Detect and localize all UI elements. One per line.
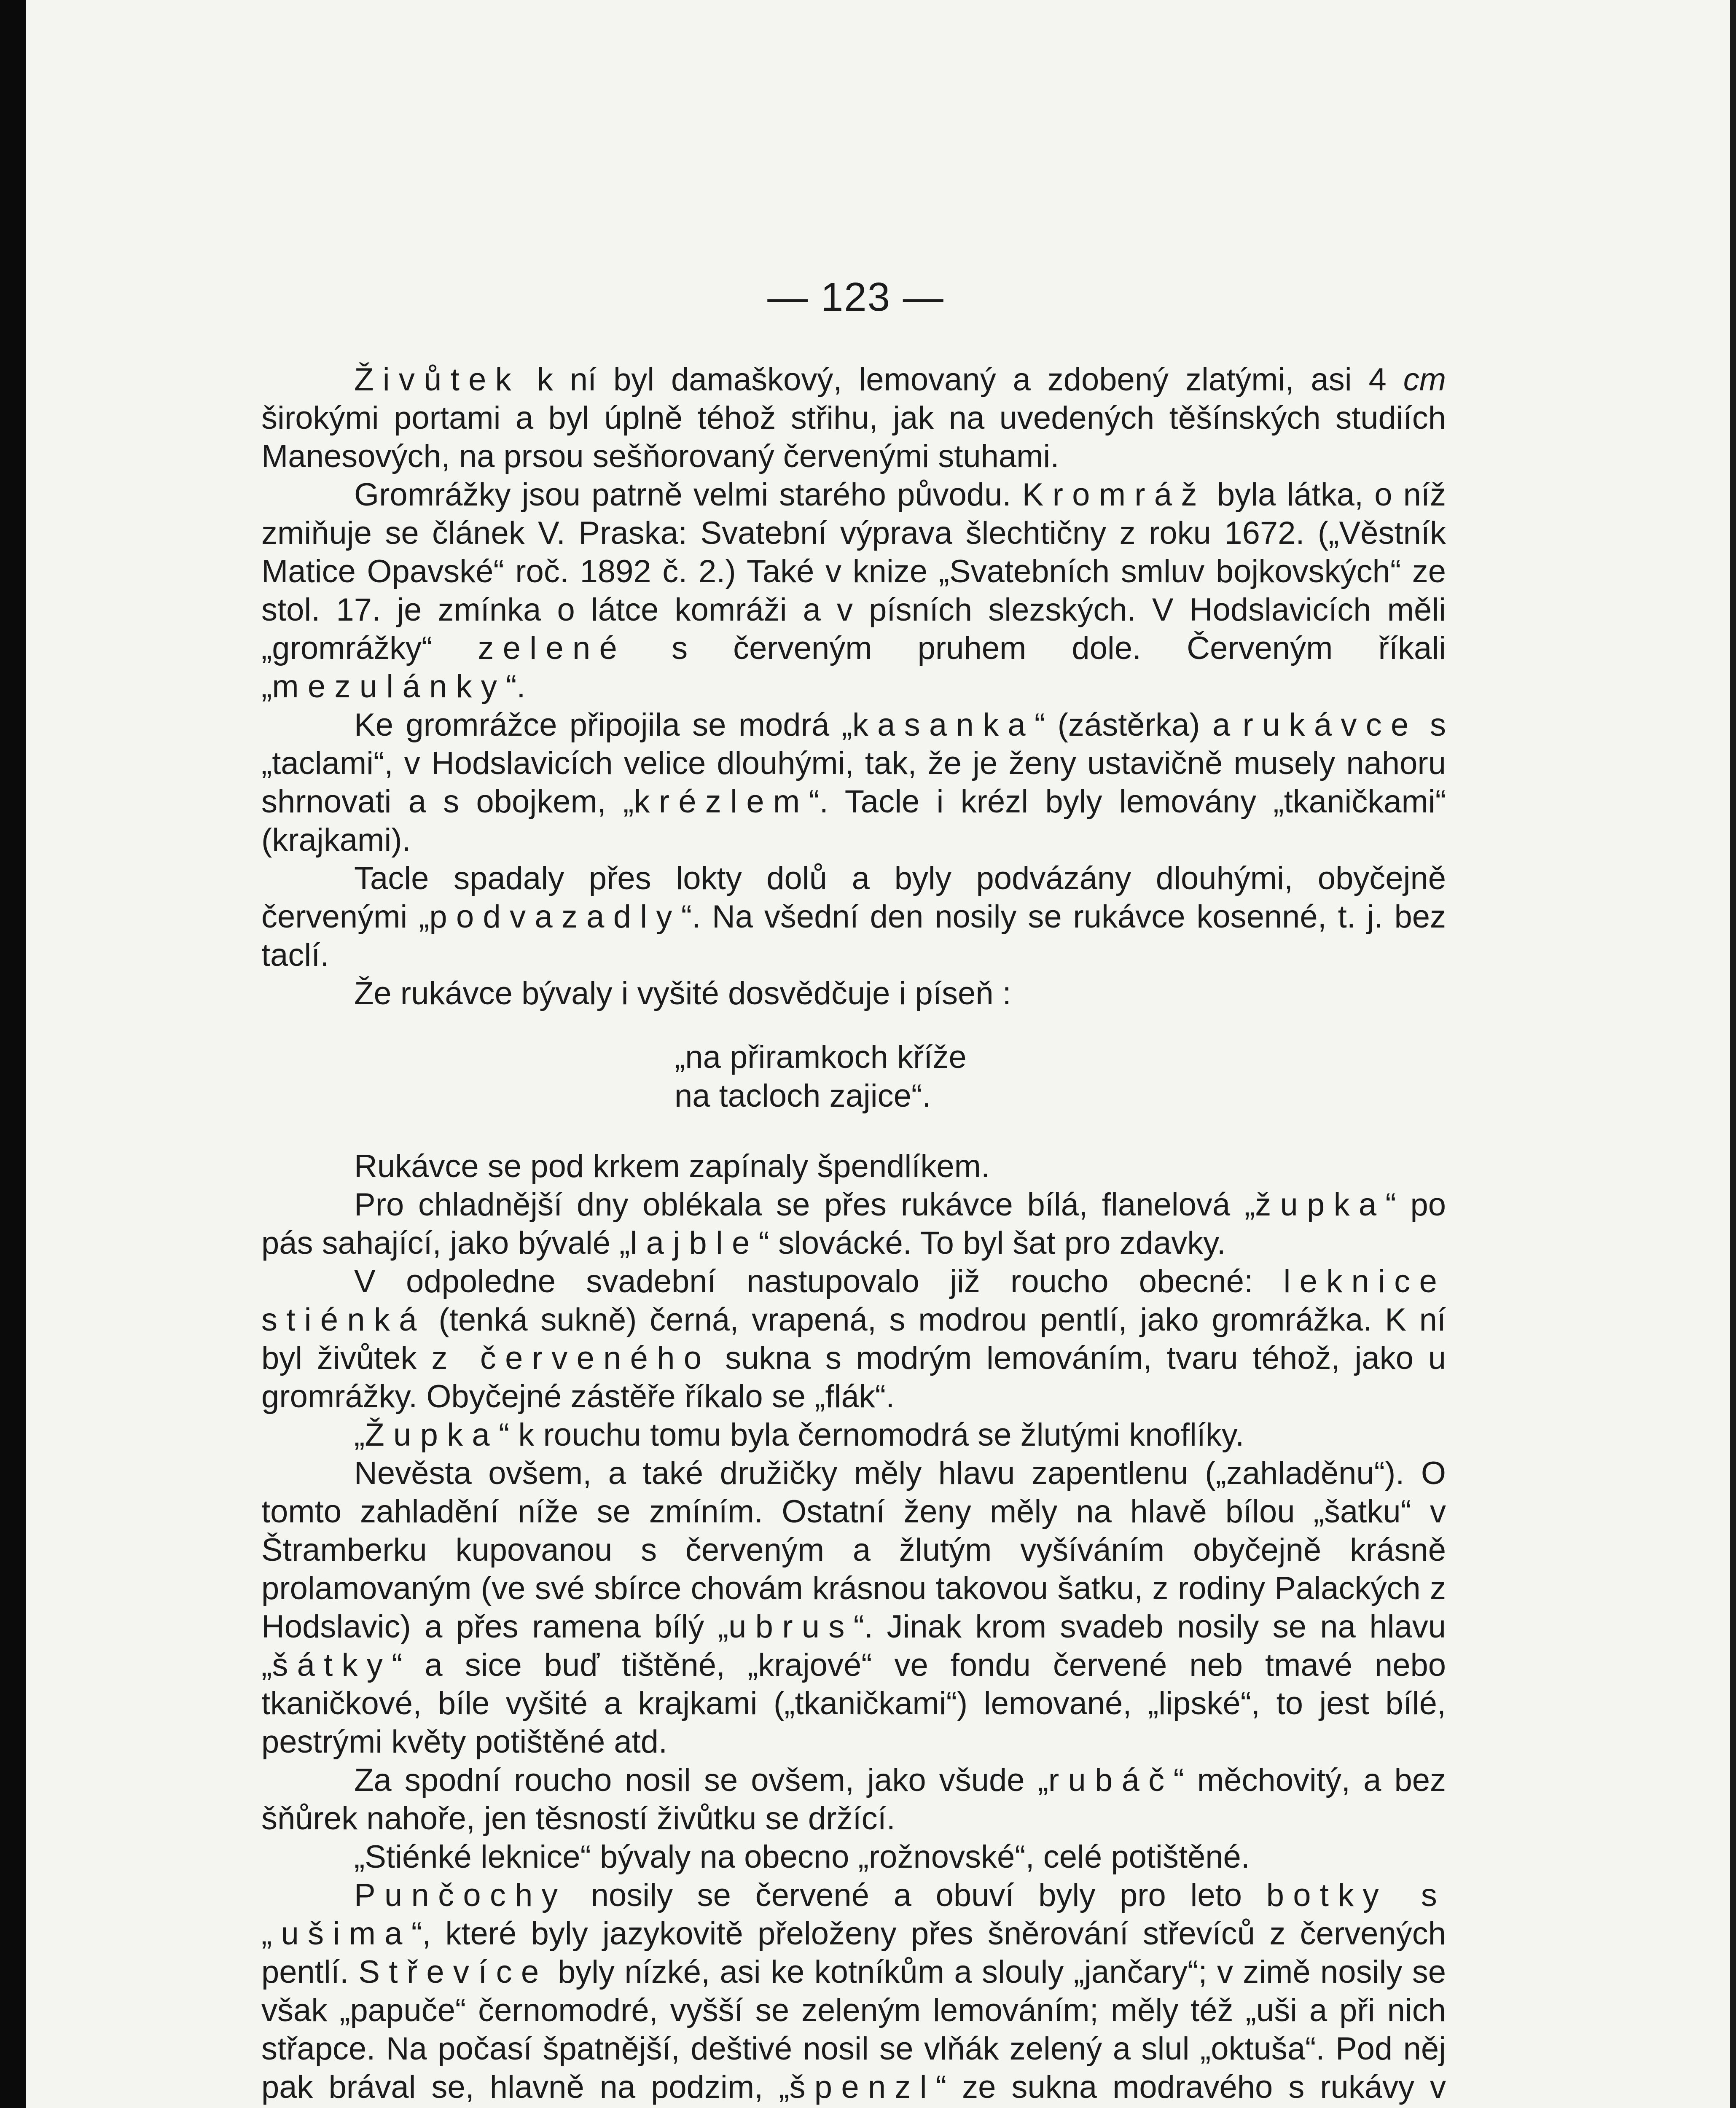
spaced-emphasis-text: z červeného xyxy=(431,1340,711,1376)
verse xyxy=(675,1038,1446,1116)
spaced-emphasis-text: rukávce xyxy=(1242,707,1418,743)
body-text xyxy=(261,360,1446,2108)
scan-left-edge xyxy=(0,0,26,2108)
paragraph-text: V odpoledne svadební nastupovalo již roucho obecné: xyxy=(354,1264,1284,1299)
paragraph-text: “ k rouchu tomu byla černomodrá se žlutými knoflíky. xyxy=(498,1417,1244,1453)
italic-unit-text: cm xyxy=(1403,362,1446,398)
spaced-emphasis-text: Střevíce xyxy=(358,1954,548,1990)
paragraph-text: (tenká sukně) černá, vrapená, s modrou pentlí, jako gromrážka. K ní byl živůtek xyxy=(261,1302,1446,1376)
paragraph xyxy=(261,1838,1446,1876)
paragraph-text: Ke gromrážce připojila se modrá „ xyxy=(354,707,852,743)
paragraph-text: s červeným pruhem dole. Červeným říkali „ xyxy=(261,630,1446,704)
paragraph-text: byly nízké, asi ke kotníkům a slouly „jančary“; v zimě nosily se však „papuče“ černomodré, vyšší se zeleným lemováním; měly též „uši a při nich střapce. Na počasí špatnější, deštivé nosil se vlňák zelený a slul „oktuša“. Pod něj pak brával se, hlavně na podzim, „ xyxy=(261,1954,1446,2105)
spaced-emphasis-text: zelené xyxy=(478,630,626,666)
paragraph-text: byla látka, o níž zmiňuje se článek V. Praska: Svatební výprava šlechtičny z roku 1672. („Věstník Matice Opavské“ roč. 1892 č. 2.) Také v knize „Svatebních smluv bojkovských“ ze stol. 17. je zmínka o látce komráži a v písních slezských. V Hodslavicích měli „gromrážky“ xyxy=(261,477,1446,666)
spaced-emphasis-text: lajble xyxy=(630,1225,759,1261)
spaced-emphasis-text: Živůtek xyxy=(354,362,520,398)
paragraph xyxy=(261,476,1446,706)
paragraph-text: “. Jinak krom svadeb nosily se na hlavu „ xyxy=(261,1609,1446,1683)
paragraph-text: “ po pás sahající, jako bývalé „ xyxy=(261,1187,1446,1261)
spaced-emphasis-text: ubrus xyxy=(728,1609,854,1645)
paragraph-text: “ ze sukna modravého s rukávy v xyxy=(935,2069,1446,2105)
paragraph-text: “. Tacle i krézl byly lemovány „tkaničkami“ (krajkami). xyxy=(261,784,1446,858)
paragraph-text: sukna s modrým lemováním, tvaru téhož, jako u gromrážky. Obyčejné zástěře říkalo se „flák“. xyxy=(261,1340,1446,1414)
paragraph xyxy=(261,1416,1446,1454)
spaced-emphasis-text: rubáč xyxy=(1048,1762,1174,1798)
spaced-emphasis-text: botky s „ušima xyxy=(261,1877,1446,1952)
spaced-emphasis-text: mezulánky xyxy=(272,669,506,704)
spaced-emphasis-text: Župka xyxy=(365,1417,499,1453)
paragraph-text: „ xyxy=(354,1417,365,1453)
paragraph-text: Za spodní roucho nosil se ovšem, jako všude „ xyxy=(354,1762,1048,1798)
paragraph xyxy=(261,1147,1446,1186)
paragraph-text: “ a sice buď tištěné, „krajové“ ve fondu červené neb tmavé nebo tkaničkové, bíle vyšité a krajkami („tkaničkami“) lemované, „lipské“, to jest bílé, pestrými květy potištěné atd. xyxy=(261,1647,1446,1760)
spaced-emphasis-text: krézlem xyxy=(634,784,809,820)
paragraph-text: Pro chladnější dny oblékala se přes rukávce bílá, flanelová „ xyxy=(354,1187,1255,1223)
spaced-emphasis-text: kasanka xyxy=(852,707,1035,743)
page-number: — 123 — xyxy=(767,274,944,320)
paragraph-text: Že rukávce bývaly i vyšité dosvědčuje i píseň : xyxy=(354,976,1011,1011)
paragraph-text: k ní byl damaškový, lemovaný a zdobený zlatými, asi 4 xyxy=(520,362,1403,398)
paragraph-text: “ měchovitý, a bez šňůrek nahoře, jen těsností živůtku se držící. xyxy=(261,1762,1446,1836)
paragraph-group-1 xyxy=(261,360,1446,1013)
paragraph-text: Nevěsta ovšem, a také družičky měly hlavu zapentlenu („zahladěnu“). O tomto zahladění níže se zmíním. Ostatní ženy měly na hlavě bílou „šatku“ v Štramberku kupovanou s červeným a žlutým vyšíváním obyčejně krásně prolamovaným (ve své sbírce chovám krásnou takovou šatku, z rodiny Palackých z Hodslavic) a přes ramena bílý „ xyxy=(261,1455,1446,1645)
paragraph-text: „Stiénké leknice“ bývaly na obecno „rožnovské“, celé potištěné. xyxy=(354,1839,1250,1875)
paragraph xyxy=(261,706,1446,859)
paragraph-text: “ slovácké. To byl šat pro zdavky. xyxy=(758,1225,1226,1261)
paragraph-text: Tacle spadaly přes lokty dolů a byly podvázány dlouhými, obyčejně červenými „ xyxy=(261,860,1446,935)
paragraph xyxy=(261,1262,1446,1416)
paragraph-text: “. Na všední den nosily se rukávce kosenné, t. j. bez taclí. xyxy=(261,899,1446,973)
spaced-emphasis-text: špenzl xyxy=(789,2069,936,2105)
scan-right-edge xyxy=(1730,0,1736,2108)
spaced-emphasis-text: Punčochy xyxy=(354,1877,567,1913)
paragraph-text: nosily se červené a obuví byly pro leto xyxy=(567,1877,1266,1913)
paragraph xyxy=(261,1876,1446,2108)
paragraph xyxy=(261,1186,1446,1262)
paragraph-text: Rukávce se pod krkem zapínaly špendlíkem. xyxy=(354,1148,990,1184)
paragraph xyxy=(261,360,1446,476)
spaced-emphasis-text: župka xyxy=(1255,1187,1386,1223)
paragraph xyxy=(261,1761,1446,1838)
paragraph-text: Gromrážky jsou patrně velmi starého původu. xyxy=(354,477,1022,513)
spaced-emphasis-text: leknice stiénká xyxy=(261,1264,1446,1338)
paragraph xyxy=(261,1454,1446,1761)
paragraph-text: s „taclami“, v Hodslavicích velice dlouhými, tak, že je ženy ustavičně musely nahoru shrnovati a s obojkem, „ xyxy=(261,707,1446,820)
spaced-emphasis-text: Kromráž xyxy=(1022,477,1206,513)
paragraph-text: “, které byly jazykovitě přeloženy přes šněrování střevíců z červených pentlí. xyxy=(261,1916,1446,1990)
paragraph xyxy=(261,859,1446,974)
verse-line: „na přiramkoch kříže xyxy=(675,1039,967,1075)
paragraph-text: “. xyxy=(506,669,526,704)
paragraph-group-2 xyxy=(261,1147,1446,2108)
paragraph xyxy=(261,974,1446,1013)
spaced-emphasis-text: šátky xyxy=(272,1647,392,1683)
paragraph-text: “ (zástěrka) a xyxy=(1034,707,1243,743)
spaced-emphasis-text: podvazadly xyxy=(429,899,681,935)
paragraph-text: širokými portami a byl úplně téhož střihu, jak na uvedených těšínských studiích Manesových, na prsou sešňorovaný červenými stuhami. xyxy=(261,400,1446,474)
verse-line: na tacloch zajice“. xyxy=(675,1078,931,1114)
